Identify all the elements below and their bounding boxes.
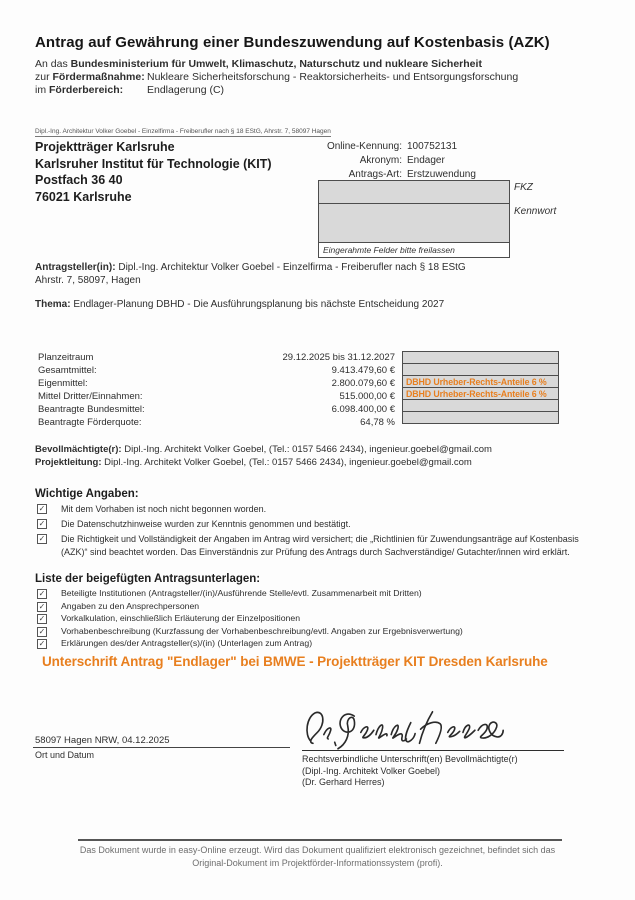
financials-table: [38, 351, 395, 429]
checkbox-checked-icon: ✓: [38, 626, 46, 636]
attachment-item: ✓ Erklärungen des/der Antragsteller(s)/(in) (Unterlagen zum Antrag): [38, 638, 313, 648]
attachments-heading: Liste der beigefügten Antragsunterlagen:: [35, 573, 261, 585]
meta-block: [314, 140, 476, 182]
signature-caption-block: [302, 754, 518, 789]
online-kennung-label: Online-Kennung:: [326, 141, 402, 152]
checkbox-checked-icon: ✓: [38, 589, 46, 598]
attachments-section: [35, 573, 595, 651]
recipient-line: Karlsruher Institut für Technologie (KIT): [35, 156, 272, 171]
foerdermassnahme-row: [35, 71, 601, 84]
attachment-item: ✓ Beteiligte Institutionen (Antragsteller/(in)/Ausführende Stelle/evtl. Zusammenarbeit mit Dritten): [38, 588, 422, 598]
bereich-prefix: im: [35, 84, 49, 96]
checkbox-checked-icon: ✓: [38, 534, 46, 543]
bevollmaechtigte-label: Bevollmächtigte(r):: [35, 444, 122, 455]
checkbox-checked-icon: ✓: [38, 614, 46, 623]
topic-label: Thema:: [35, 299, 71, 310]
addressee: Bundesministerium für Umwelt, Klimaschutz, Naturschutz und nukleare Sicherheit: [70, 58, 482, 70]
financial-row: Mittel Dritter/Einnahmen: 515.000,00 €: [38, 391, 395, 402]
projektleitung-label: Projektleitung:: [35, 457, 102, 468]
important-item: ✓ Mit dem Vorhaben ist noch nicht begonnen worden.: [38, 504, 267, 514]
kennwort-label: Kennwort: [514, 206, 557, 217]
checkbox-checked-icon: ✓: [38, 519, 46, 528]
addressee-line: [35, 58, 601, 71]
topic-value: Endlager-Planung DBHD - Die Ausführungsplanung bis nächste Entscheidung 2027: [73, 299, 445, 310]
financial-field-box: [402, 411, 559, 424]
contacts-section: [35, 443, 610, 469]
footer-line2: Original-Dokument im Projektförder-Informationssystem (profi).: [192, 858, 443, 868]
sender-small-line: Dipl.-Ing. Architektur Volker Goebel - Einzelfirma - Freiberufler nach § 18 EStG, Ahrstr. 7, 58097 Hagen: [35, 128, 331, 135]
recipient-line: Projektträger Karlsruhe: [35, 140, 175, 154]
financial-row: Beantragte Förderquote: 64,78 %: [38, 417, 395, 428]
financial-field-box-dbhd-note: DBHD Urheber-Rechts-Anteile 6 %: [402, 375, 559, 388]
checkbox-checked-icon: ✓: [38, 504, 46, 513]
important-item: ✓ Die Richtigkeit und Vollständigkeit der Angaben im Antrag wird versichert; die „Richtlinien für Zuwendungsanträge auf Kostenbasis (AZK)“ sind beachtet worden. Das Einverständnis zur Prüfung des Antrags durch Sachverständige/ Gutachter/innen wird erklärt.: [38, 534, 579, 557]
fkz-label: FKZ: [514, 182, 533, 193]
handwritten-signature: [296, 702, 506, 752]
addressee-prefix: An das: [35, 58, 71, 70]
akronym-label: Akronym:: [359, 155, 402, 166]
attachment-item: ✓ Vorkalkulation, einschließlich Erläuterung der Einzelpositionen: [38, 613, 301, 623]
antragsart-label: Antrags-Art:: [348, 169, 402, 180]
foerderbereich-row: [35, 84, 601, 97]
applicant-section: [35, 262, 595, 287]
massnahme-value: Nukleare Sicherheitsforschung - Reaktorsicherheits- und Entsorgungsforschung: [147, 71, 519, 83]
signature-caption: (Dr. Gerhard Herres): [302, 777, 385, 787]
important-statements-section: [35, 488, 595, 561]
akronym-value: Endager: [407, 155, 445, 166]
projektleitung-value: Dipl.-Ing. Architekt Volker Goebel, (Tel.: 0157 5466 2434), ingenieur.goebel@gmail.com: [104, 457, 472, 468]
checkbox-checked-icon: ✓: [38, 601, 46, 611]
applicant-label: Antragsteller(in):: [35, 262, 116, 273]
attachment-item: ✓ Vorhabenbeschreibung (Kurzfassung der Vorhabenbeschreibung/evtl. Angaben zur Ergebnisverwertung): [38, 625, 463, 636]
signature-line: [302, 750, 564, 751]
antragsart-value: Erstzuwendung: [407, 169, 476, 180]
online-kennung-value: 100752131: [407, 141, 458, 152]
financial-row: Gesamtmittel: 9.413.479,60 €: [38, 365, 395, 376]
topic-section: [35, 299, 595, 310]
important-item: ✓ Die Datenschutzhinweise wurden zur Kenntnis genommen und bestätigt.: [38, 519, 351, 529]
place-date-line: [33, 747, 290, 748]
akronym-row: [314, 154, 476, 168]
financial-row: Eigenmittel: 2.800.079,60 €: [38, 378, 395, 389]
place-date-caption: Ort und Datum: [35, 750, 95, 760]
footer-divider: [78, 839, 562, 841]
massnahme-prefix: zur: [35, 71, 53, 83]
footer-note: [40, 844, 595, 870]
bereich-label: Förderbereich:: [49, 84, 124, 96]
bevollmaechtigte-value: Dipl.-Ing. Architekt Volker Goebel, (Tel.: 0157 5466 2434), ingenieur.goebel@gmail.com: [124, 444, 492, 455]
financial-row: Planzeitraum 29.12.2025 bis 31.12.2027: [38, 352, 395, 363]
signature-caption: (Dipl.-Ing. Architekt Volker Goebel): [302, 765, 441, 776]
orange-annotation: Unterschrift Antrag "Endlager" bei BMWE - Projektträger KIT Dresden Karlsruhe: [42, 654, 548, 669]
online-kennung-row: [314, 140, 476, 154]
fkz-field-box: [318, 180, 510, 204]
financial-row: Beantragte Bundesmittel: 6.098.400,00 €: [38, 404, 395, 415]
applicant-line2: Ahrstr. 7, 58097, Hagen: [35, 274, 141, 286]
recipient-line: Postfach 36 40: [35, 173, 123, 187]
checkbox-checked-icon: ✓: [38, 639, 46, 648]
financials-field-boxes: [402, 351, 559, 424]
applicant-line1: Dipl.-Ing. Architektur Volker Goebel - Einzelfirma - Freiberufler nach § 18 EStG: [118, 262, 466, 273]
recipient-line: 76021 Karlsruhe: [35, 189, 132, 204]
bereich-value: Endlagerung (C): [147, 84, 225, 96]
place-date: 58097 Hagen NRW, 04.12.2025: [35, 735, 170, 746]
footer-line1: Das Dokument wurde in easy-Online erzeugt. Wird das Dokument qualifiziert elektronisch gezeichnet, befindet sich das: [79, 845, 556, 855]
signature-caption: Rechtsverbindliche Unterschrift(en) Bevollmächtigte(r): [302, 754, 518, 764]
recipient-address: [35, 139, 272, 205]
financial-field-box-dbhd-note: DBHD Urheber-Rechts-Anteile 6 %: [402, 387, 559, 400]
important-heading: Wichtige Angaben:: [35, 488, 139, 500]
form-header: [35, 34, 601, 97]
attachment-item: ✓ Angaben zu den Ansprechpersonen: [38, 600, 200, 611]
kennwort-field-box: [318, 203, 510, 243]
boxes-note: Eingerahmte Felder bitte freilassen: [318, 242, 510, 258]
massnahme-label: Fördermaßnahme:: [52, 71, 145, 83]
form-title: Antrag auf Gewährung einer Bundeszuwendung auf Kostenbasis (AZK): [35, 34, 550, 51]
